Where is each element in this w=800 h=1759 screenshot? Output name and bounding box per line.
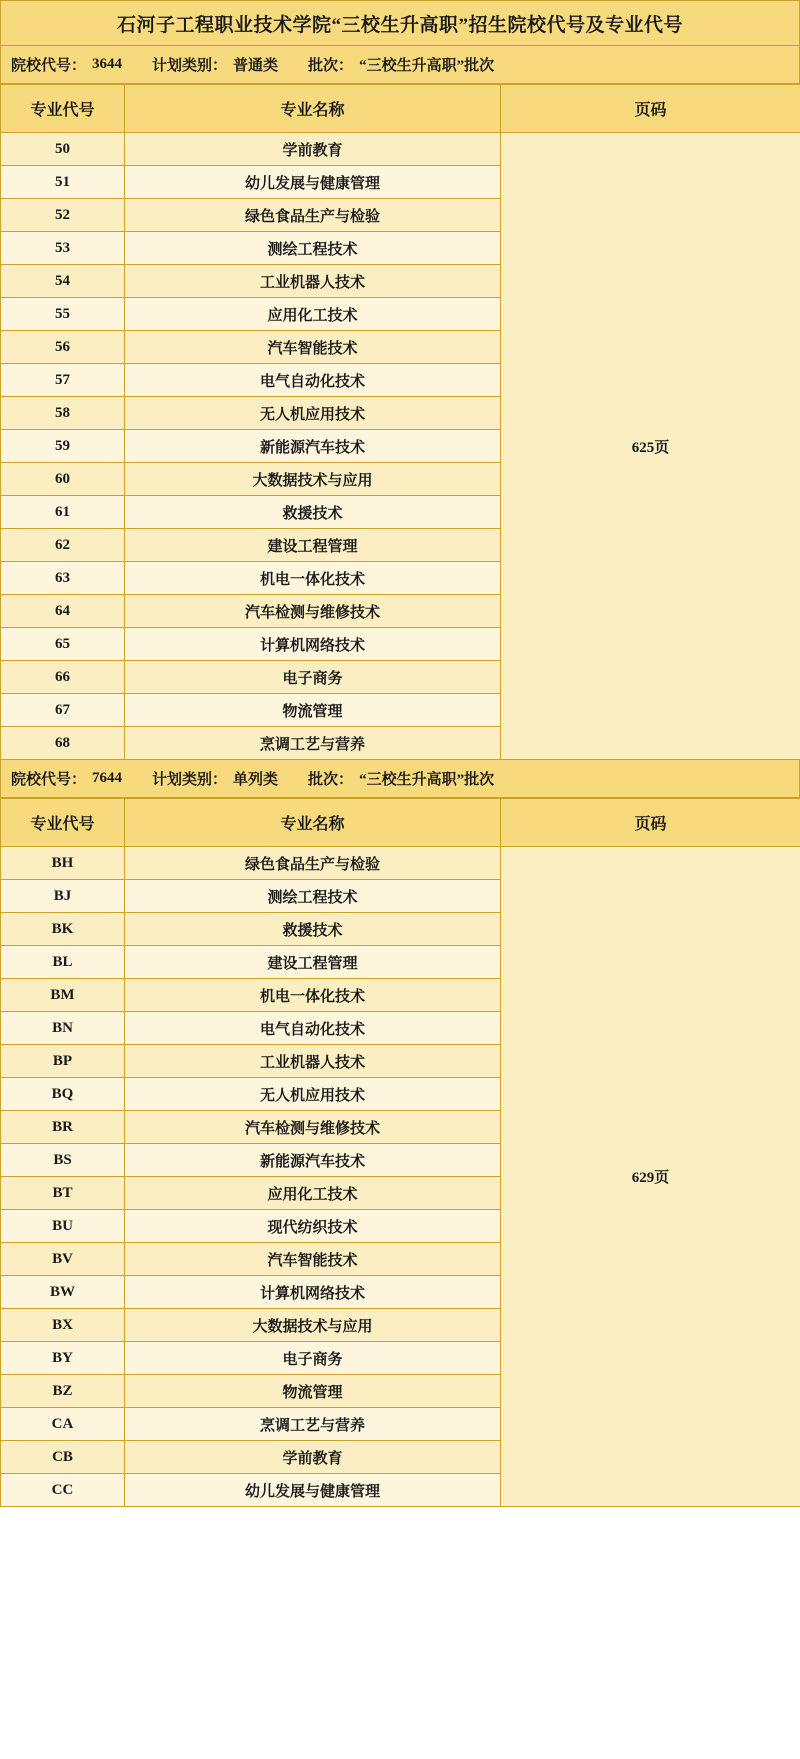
major-name-cell: 绿色食品生产与检验: [125, 199, 501, 232]
page-number-cell: 629页: [501, 847, 800, 1507]
major-name-cell: 电气自动化技术: [125, 364, 501, 397]
major-name-cell: 学前教育: [125, 133, 501, 166]
major-name-cell: 建设工程管理: [125, 529, 501, 562]
major-code-cell: BR: [1, 1111, 125, 1144]
table-header-row: [1, 799, 800, 847]
major-code-cell: 65: [1, 628, 125, 661]
plan-type-value: 单列类: [233, 772, 279, 788]
major-code-cell: 58: [1, 397, 125, 430]
column-header-name: 专业名称: [125, 799, 501, 847]
major-code-cell: 67: [1, 694, 125, 727]
major-code-cell: BX: [1, 1309, 125, 1342]
major-name-cell: 现代纺织技术: [125, 1210, 501, 1243]
major-code-cell: 61: [1, 496, 125, 529]
major-name-cell: 幼儿发展与健康管理: [125, 1474, 501, 1507]
major-name-cell: 烹调工艺与营养: [125, 727, 501, 760]
major-code-cell: BM: [1, 979, 125, 1012]
batch-label: 批次：: [308, 772, 354, 788]
major-code-cell: BY: [1, 1342, 125, 1375]
major-code-cell: BL: [1, 946, 125, 979]
major-code-cell: BV: [1, 1243, 125, 1276]
section-meta-bar: [0, 760, 800, 798]
column-header-page: 页码: [501, 85, 800, 133]
major-name-cell: 无人机应用技术: [125, 1078, 501, 1111]
page-number-cell: 625页: [501, 133, 800, 760]
major-code-cell: 56: [1, 331, 125, 364]
major-name-cell: 新能源汽车技术: [125, 1144, 501, 1177]
major-name-cell: 电子商务: [125, 1342, 501, 1375]
major-code-cell: BP: [1, 1045, 125, 1078]
major-code-cell: 68: [1, 727, 125, 760]
major-name-cell: 物流管理: [125, 1375, 501, 1408]
column-header-page: 页码: [501, 799, 800, 847]
plan-type-value: 普通类: [233, 58, 279, 74]
major-code-cell: BN: [1, 1012, 125, 1045]
school-code-label: 院校代号：: [11, 772, 87, 788]
major-name-cell: 汽车智能技术: [125, 331, 501, 364]
major-name-cell: 无人机应用技术: [125, 397, 501, 430]
major-code-cell: 60: [1, 463, 125, 496]
major-code-cell: 66: [1, 661, 125, 694]
major-name-cell: 汽车检测与维修技术: [125, 1111, 501, 1144]
major-name-cell: 物流管理: [125, 694, 501, 727]
majors-table: [0, 84, 800, 760]
major-code-cell: BH: [1, 847, 125, 880]
table-row: [1, 847, 800, 880]
section-meta-bar: [0, 46, 800, 84]
major-code-cell: CA: [1, 1408, 125, 1441]
major-code-cell: 54: [1, 265, 125, 298]
table-header-row: [1, 85, 800, 133]
major-name-cell: 应用化工技术: [125, 298, 501, 331]
page-title: 石河子工程职业技术学院“三校生升高职”招生院校代号及专业代号: [0, 0, 800, 46]
major-name-cell: 烹调工艺与营养: [125, 1408, 501, 1441]
major-code-cell: 59: [1, 430, 125, 463]
major-name-cell: 学前教育: [125, 1441, 501, 1474]
major-name-cell: 汽车智能技术: [125, 1243, 501, 1276]
major-code-cell: BK: [1, 913, 125, 946]
column-header-name: 专业名称: [125, 85, 501, 133]
major-code-cell: 64: [1, 595, 125, 628]
major-code-cell: 62: [1, 529, 125, 562]
major-name-cell: 工业机器人技术: [125, 265, 501, 298]
major-name-cell: 救援技术: [125, 913, 501, 946]
major-code-cell: 52: [1, 199, 125, 232]
major-name-cell: 机电一体化技术: [125, 979, 501, 1012]
major-code-cell: BT: [1, 1177, 125, 1210]
school-code-value: 3644: [92, 56, 123, 72]
major-name-cell: 计算机网络技术: [125, 1276, 501, 1309]
major-code-cell: 55: [1, 298, 125, 331]
major-name-cell: 汽车检测与维修技术: [125, 595, 501, 628]
major-code-cell: BS: [1, 1144, 125, 1177]
school-code-value: 7644: [92, 770, 123, 786]
major-name-cell: 测绘工程技术: [125, 232, 501, 265]
plan-type-label: 计划类别：: [152, 58, 228, 74]
major-code-cell: BU: [1, 1210, 125, 1243]
major-name-cell: 电气自动化技术: [125, 1012, 501, 1045]
major-name-cell: 计算机网络技术: [125, 628, 501, 661]
majors-table: [0, 798, 800, 1507]
school-code-label: 院校代号：: [11, 58, 87, 74]
major-code-cell: 57: [1, 364, 125, 397]
major-name-cell: 幼儿发展与健康管理: [125, 166, 501, 199]
column-header-code: 专业代号: [1, 799, 125, 847]
major-code-cell: BW: [1, 1276, 125, 1309]
major-code-cell: BZ: [1, 1375, 125, 1408]
major-code-cell: 53: [1, 232, 125, 265]
column-header-code: 专业代号: [1, 85, 125, 133]
major-code-cell: BJ: [1, 880, 125, 913]
major-name-cell: 工业机器人技术: [125, 1045, 501, 1078]
major-name-cell: 新能源汽车技术: [125, 430, 501, 463]
major-code-cell: 50: [1, 133, 125, 166]
batch-value: “三校生升高职”批次: [359, 58, 495, 74]
major-name-cell: 大数据技术与应用: [125, 1309, 501, 1342]
major-code-cell: CB: [1, 1441, 125, 1474]
plan-type-label: 计划类别：: [152, 772, 228, 788]
major-code-cell: BQ: [1, 1078, 125, 1111]
major-name-cell: 大数据技术与应用: [125, 463, 501, 496]
major-name-cell: 绿色食品生产与检验: [125, 847, 501, 880]
major-name-cell: 应用化工技术: [125, 1177, 501, 1210]
major-name-cell: 机电一体化技术: [125, 562, 501, 595]
table-row: [1, 133, 800, 166]
batch-label: 批次：: [308, 58, 354, 74]
major-name-cell: 电子商务: [125, 661, 501, 694]
major-name-cell: 建设工程管理: [125, 946, 501, 979]
major-name-cell: 测绘工程技术: [125, 880, 501, 913]
major-name-cell: 救援技术: [125, 496, 501, 529]
major-code-cell: 51: [1, 166, 125, 199]
major-code-cell: CC: [1, 1474, 125, 1507]
major-code-cell: 63: [1, 562, 125, 595]
batch-value: “三校生升高职”批次: [359, 772, 495, 788]
sections-container: [0, 46, 800, 1507]
